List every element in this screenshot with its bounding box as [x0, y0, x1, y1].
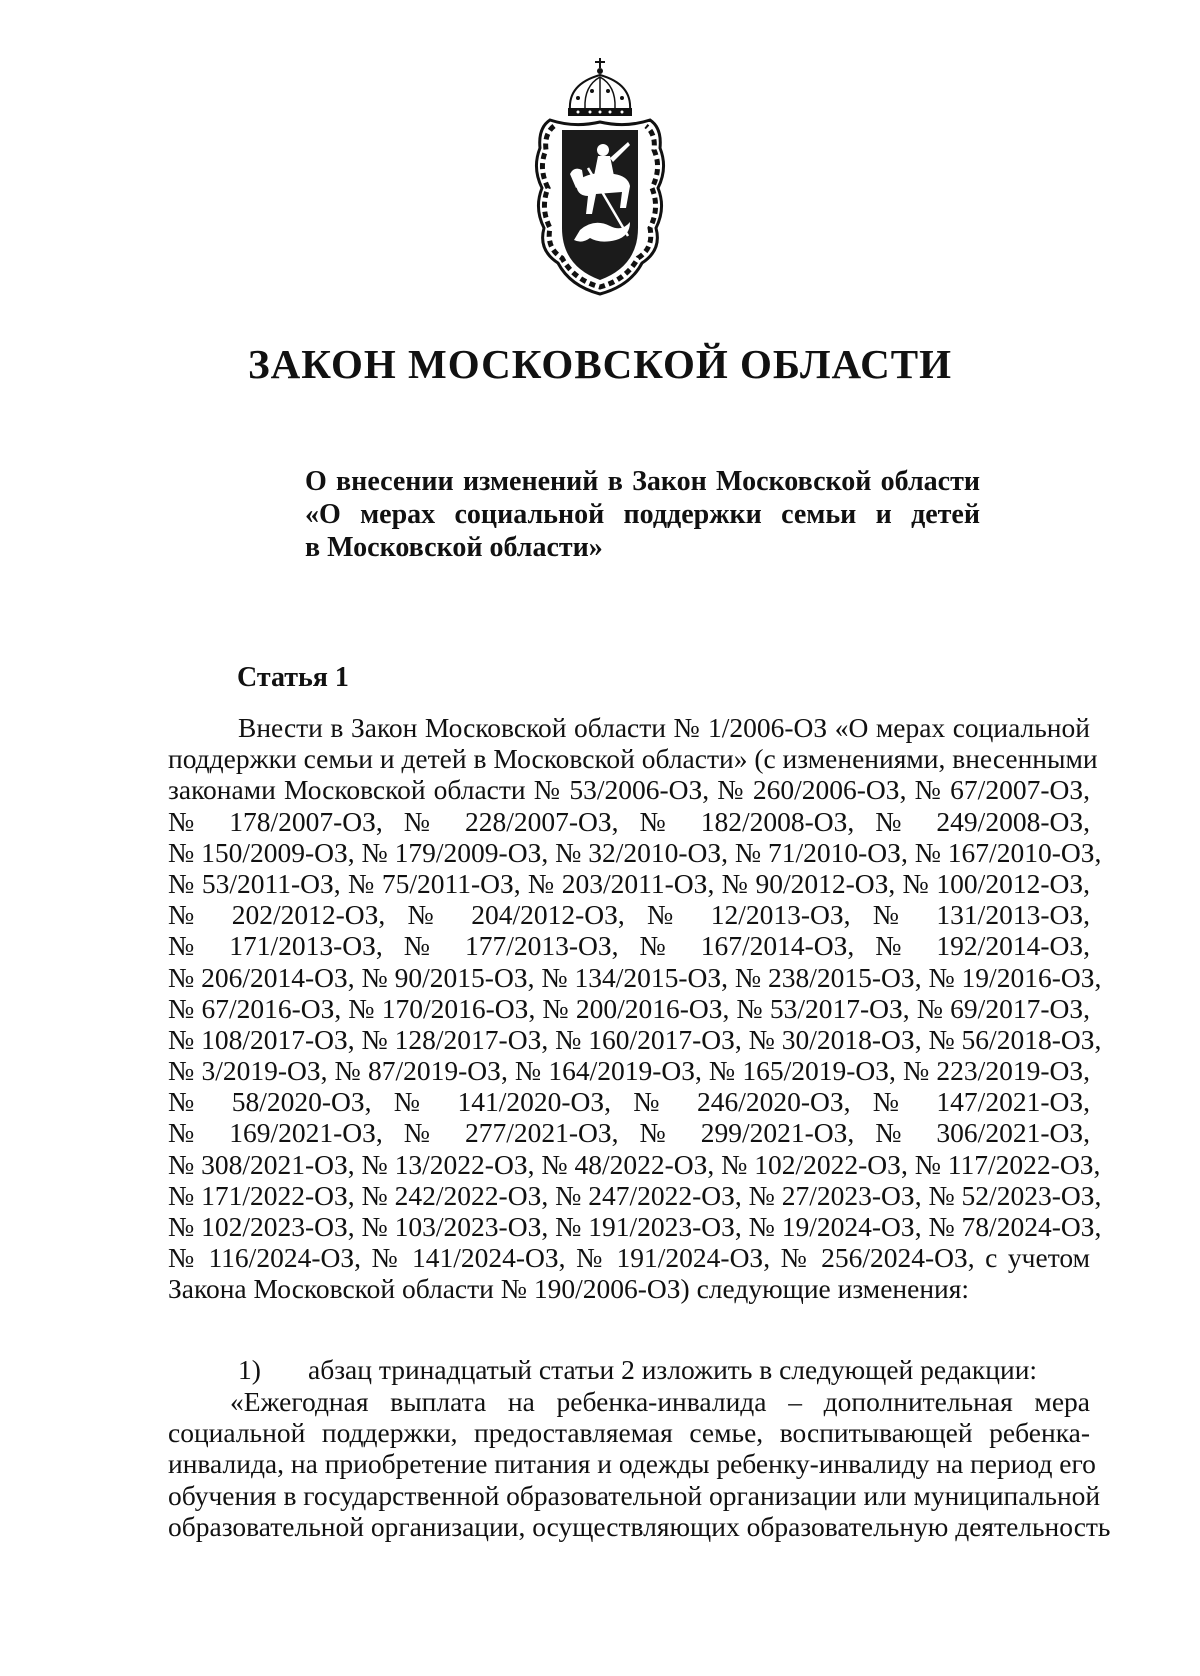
quote-line: образовательной организации, осуществляющих образовательную деятельность — [168, 1510, 1111, 1542]
body-line: № 308/2021-ОЗ, № 13/2022-ОЗ, № 48/2022-ОЗ, № 102/2022-ОЗ, № 117/2022-ОЗ, — [168, 1148, 1101, 1180]
body-line: № 202/2012-ОЗ, № 204/2012-ОЗ, № 12/2013-ОЗ, № 131/2013-ОЗ, — [168, 899, 1090, 931]
body-line: № 116/2024-ОЗ, № 141/2024-ОЗ, № 191/2024-ОЗ, № 256/2024-ОЗ, с учетом — [168, 1242, 1090, 1274]
body-line: № 58/2020-ОЗ, № 141/2020-ОЗ, № 246/2020-ОЗ, № 147/2021-ОЗ, — [168, 1086, 1090, 1118]
body-line: законами Московской области № 53/2006-ОЗ, № 260/2006-ОЗ, № 67/2007-ОЗ, — [168, 774, 1090, 806]
body-line: № 206/2014-ОЗ, № 90/2015-ОЗ, № 134/2015-ОЗ, № 238/2015-ОЗ, № 19/2016-ОЗ, — [168, 961, 1102, 993]
body-line: № 178/2007-ОЗ, № 228/2007-ОЗ, № 182/2008-ОЗ, № 249/2008-ОЗ, — [168, 805, 1090, 837]
subject-line: О внесении изменений в Закон Московской области — [305, 466, 980, 497]
body-line: № 169/2021-ОЗ, № 277/2021-ОЗ, № 299/2021-ОЗ, № 306/2021-ОЗ, — [168, 1117, 1090, 1149]
body-line: поддержки семьи и детей в Московской области» (с изменениями, внесенными — [168, 743, 1098, 775]
quote-line: обучения в государственной образовательной организации или муниципальной — [168, 1479, 1101, 1511]
quote-line: «Ежегодная выплата на ребенка-инвалида – дополнительная мера — [230, 1386, 1090, 1417]
body-line: № 102/2023-ОЗ, № 103/2023-ОЗ, № 191/2023-ОЗ, № 19/2024-ОЗ, № 78/2024-ОЗ, — [168, 1211, 1102, 1242]
item-text: абзац тринадцатый статьи 2 изложить в следующей редакции: — [308, 1354, 1038, 1385]
quote-line: инвалида, на приобретение питания и одежды ребенку-инвалиду на период его — [168, 1448, 1096, 1480]
body-line: № 53/2011-ОЗ, № 75/2011-ОЗ, № 203/2011-ОЗ, № 90/2012-ОЗ, № 100/2012-ОЗ, — [168, 867, 1090, 899]
body-line: № 171/2013-ОЗ, № 177/2013-ОЗ, № 167/2014-ОЗ, № 192/2014-ОЗ, — [168, 930, 1090, 962]
body-line: № 171/2022-ОЗ, № 242/2022-ОЗ, № 247/2022-ОЗ, № 27/2023-ОЗ, № 52/2023-ОЗ, — [168, 1179, 1102, 1211]
item-number: 1) — [238, 1354, 261, 1385]
subject-line: в Московской области» — [305, 532, 603, 563]
subject-line: «О мерах социальной поддержки семьи и детей — [305, 499, 980, 530]
quote-line: социальной поддержки, предоставляемая семье, воспитывающей ребенка- — [168, 1417, 1090, 1449]
document-title: ЗАКОН МОСКОВСКОЙ ОБЛАСТИ — [248, 341, 952, 387]
body-line: № 67/2016-ОЗ, № 170/2016-ОЗ, № 200/2016-ОЗ, № 53/2017-ОЗ, № 69/2017-ОЗ, — [168, 992, 1090, 1024]
body-line: № 108/2017-ОЗ, № 128/2017-ОЗ, № 160/2017-ОЗ, № 30/2018-ОЗ, № 56/2018-ОЗ, — [168, 1023, 1102, 1055]
article-body — [168, 712, 1102, 1305]
amendment-item-1 — [238, 1354, 1037, 1386]
body-line: № 150/2009-ОЗ, № 179/2009-ОЗ, № 32/2010-ОЗ, № 71/2010-ОЗ, № 167/2010-ОЗ, — [168, 836, 1102, 868]
crown-icon — [568, 58, 632, 116]
law-subject — [305, 465, 980, 564]
article-heading: Статья 1 — [237, 662, 349, 693]
body-line: Закона Московской области № 190/2006-ОЗ) следующие изменения: — [168, 1273, 970, 1305]
body-line: № 3/2019-ОЗ, № 87/2019-ОЗ, № 164/2019-ОЗ, № 165/2019-ОЗ, № 223/2019-ОЗ, — [168, 1055, 1090, 1087]
coat-of-arms-emblem — [530, 58, 670, 298]
body-line: Внести в Закон Московской области № 1/2006-ОЗ «О мерах социальной — [238, 712, 1090, 743]
amendment-quote — [168, 1386, 1111, 1542]
